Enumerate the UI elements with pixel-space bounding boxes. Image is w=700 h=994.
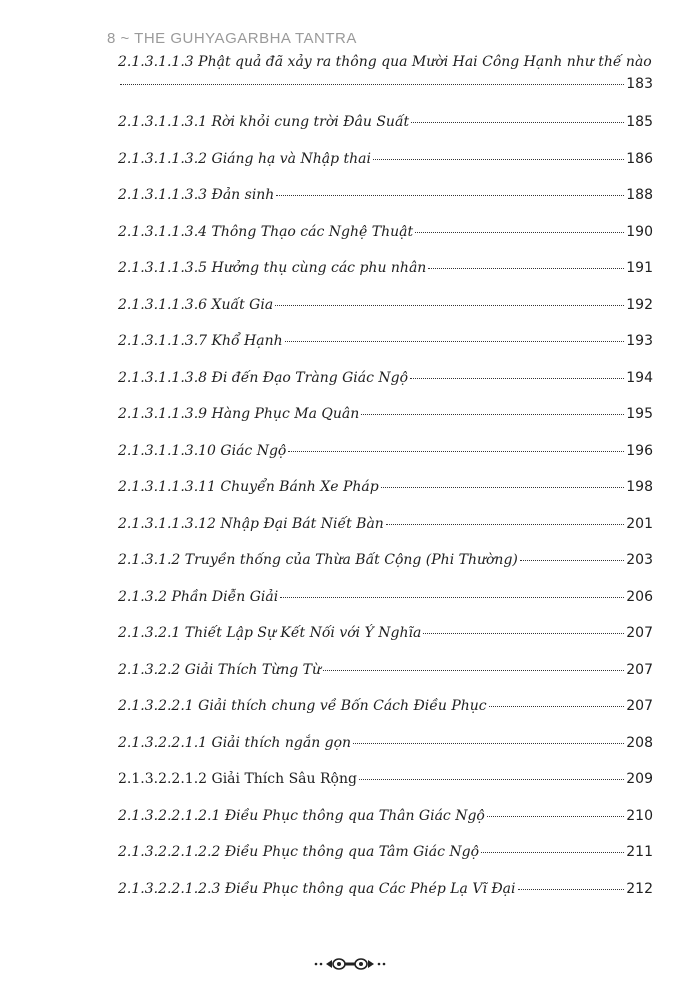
toc-entry: [118, 297, 653, 325]
toc-entry-title: Khổ Hạnh: [211, 333, 283, 349]
toc-entry-number: 2.1.3.1.1.3.5: [118, 260, 208, 276]
toc-entry-number: 2.1.3.2.2.1.2: [118, 771, 208, 787]
toc-entry-page: 208: [626, 734, 653, 751]
dot-leader: [373, 159, 624, 160]
toc-entry-title: Thông Thạo các Nghệ Thuật: [211, 223, 414, 240]
toc-entry: [118, 516, 653, 544]
dot-leader: [428, 268, 624, 269]
toc-entry-title: Giải Thích Từng Từ: [184, 661, 322, 678]
toc-entry-title: Giải Thích Sâu Rộng: [211, 771, 357, 787]
toc-entry-page: 201: [626, 515, 653, 532]
toc-entry-number: 2.1.3.2.2.1.1: [118, 734, 208, 751]
toc-entry-title: Điều Phục thông qua Thân Giác Ngộ: [224, 807, 485, 824]
dot-leader: [487, 816, 624, 817]
toc-entry: [118, 370, 653, 398]
toc-entry-number: 2.1.3.1.1.3.4: [118, 223, 208, 240]
toc-entry: [118, 479, 653, 507]
toc-entry-number: 2.1.3.1.1.3.7: [118, 333, 208, 349]
dot-leader: [489, 706, 625, 707]
dot-leader: [386, 524, 624, 525]
dot-leader: [481, 852, 624, 853]
toc-entry-title: Xuất Gia: [211, 296, 274, 313]
toc-entry-title: Đi đến Đạo Tràng Giác Ngộ: [211, 369, 409, 386]
toc-entry-title: Phật quả đã xảy ra thông qua Mười Hai Công Hạnh như thế nào: [198, 54, 652, 70]
table-of-contents: [118, 54, 653, 917]
toc-entry-number: 2.1.3.2.2.1: [118, 698, 194, 714]
toc-entry: [118, 771, 653, 799]
toc-entry-page: 207: [626, 698, 653, 714]
toc-entry-number: 2.1.3.1.2: [118, 552, 181, 568]
toc-entry: [118, 844, 653, 872]
toc-entry: [118, 662, 653, 690]
toc-entry-number: 2.1.3.1.1.3.8: [118, 369, 208, 386]
toc-entry-title: Truyền thống của Thừa Bất Cộng (Phi Thường): [184, 552, 518, 568]
toc-entry-page: 185: [626, 114, 653, 130]
toc-entry-page: 206: [626, 588, 653, 605]
toc-entry-page: 203: [626, 552, 653, 568]
toc-entry: [118, 187, 653, 215]
toc-entry-number: 2.1.3.1.1.3.11: [118, 479, 216, 495]
toc-entry-number: 2.1.3.2: [118, 588, 167, 605]
toc-entry-number: 2.1.3.1.1.3.6: [118, 296, 208, 313]
toc-entry: [118, 54, 653, 104]
toc-entry-title: Thiết Lập Sự Kết Nối với Ý Nghĩa: [184, 625, 422, 641]
toc-entry: [118, 114, 653, 142]
toc-entry-page: 209: [626, 771, 653, 787]
dot-leader: [288, 451, 624, 452]
dot-leader: [415, 232, 624, 233]
toc-entry-page: 212: [626, 880, 653, 897]
toc-entry-number: 2.1.3.2.2.1.2.1: [118, 807, 221, 824]
toc-entry-page: 188: [626, 187, 653, 203]
toc-entry: [118, 698, 653, 726]
dot-leader: [120, 84, 624, 85]
dot-leader: [280, 597, 624, 598]
toc-entry-number: 2.1.3.2.1: [118, 625, 181, 641]
toc-entry-page: 183: [626, 76, 653, 92]
toc-entry-number: 2.1.3.1.1.3.12: [118, 515, 216, 532]
vajra-ornament-icon: [310, 956, 390, 972]
toc-entry: [118, 151, 653, 179]
dot-leader: [353, 743, 624, 744]
toc-entry: [118, 625, 653, 653]
dot-leader: [323, 670, 624, 671]
toc-entry-number: 2.1.3.1.1.3: [118, 54, 194, 70]
toc-entry-title: Giáng hạ và Nhập thai: [211, 150, 371, 167]
dot-leader: [359, 779, 624, 780]
toc-entry-title: Phần Diễn Giải: [171, 588, 279, 605]
toc-entry-title: Giải thích ngắn gọn: [211, 734, 352, 751]
toc-entry: [118, 735, 653, 763]
toc-entry-title: Hàng Phục Ma Quân: [211, 406, 360, 422]
toc-entry: [118, 881, 653, 909]
dot-leader: [361, 414, 624, 415]
toc-entry-page: 207: [626, 661, 653, 678]
toc-entry-title: Điều Phục thông qua Các Phép Lạ Vĩ Đại: [224, 880, 516, 897]
dot-leader: [275, 305, 624, 306]
dot-leader: [520, 560, 624, 561]
toc-entry-page: 190: [626, 223, 653, 240]
toc-entry-title: Rời khỏi cung trời Đâu Suất: [211, 114, 410, 130]
toc-entry-title: Nhập Đại Bát Niết Bàn: [220, 515, 384, 532]
toc-entry-title: Giải thích chung về Bốn Cách Điều Phục: [198, 698, 487, 714]
toc-entry-number: 2.1.3.1.1.3.2: [118, 150, 208, 167]
toc-entry: [118, 260, 653, 288]
toc-entry-page: 191: [626, 260, 653, 276]
toc-entry: [118, 589, 653, 617]
dot-leader: [423, 633, 624, 634]
toc-entry: [118, 406, 653, 434]
toc-entry-number: 2.1.3.2.2.1.2.2: [118, 844, 221, 860]
toc-entry-page: 186: [626, 150, 653, 167]
running-header: 8 ~ THE GUHYAGARBHA TANTRA: [107, 30, 357, 47]
toc-entry-page: 194: [626, 369, 653, 386]
toc-entry-page: 210: [626, 807, 653, 824]
toc-entry-title: Chuyển Bánh Xe Pháp: [220, 479, 379, 495]
toc-entry: [118, 808, 653, 836]
toc-entry-page: 195: [626, 406, 653, 422]
dot-leader: [411, 122, 624, 123]
toc-entry-title: Hưởng thụ cùng các phu nhân: [211, 260, 427, 276]
toc-entry-page: 207: [626, 625, 653, 641]
toc-entry-number: 2.1.3.2.2: [118, 661, 181, 678]
toc-entry-title: Đản sinh: [211, 187, 275, 203]
toc-entry-page: 192: [626, 296, 653, 313]
toc-entry-page: 198: [626, 479, 653, 495]
toc-entry-title: Giác Ngộ: [220, 442, 287, 459]
toc-entry-page: 193: [626, 333, 653, 349]
toc-entry-page: 211: [626, 844, 653, 860]
toc-entry: [118, 443, 653, 471]
toc-entry-number: 2.1.3.1.1.3.9: [118, 406, 208, 422]
toc-entry: [118, 224, 653, 252]
toc-entry-number: 2.1.3.1.1.3.10: [118, 442, 216, 459]
toc-entry: [118, 333, 653, 361]
toc-entry-page: 196: [626, 442, 653, 459]
toc-entry-number: 2.1.3.2.2.1.2.3: [118, 880, 221, 897]
dot-leader: [285, 341, 625, 342]
toc-entry-number: 2.1.3.1.1.3.1: [118, 114, 208, 130]
dot-leader: [518, 889, 625, 890]
dot-leader: [381, 487, 625, 488]
dot-leader: [410, 378, 624, 379]
toc-entry-title: Điều Phục thông qua Tâm Giác Ngộ: [224, 844, 480, 860]
toc-entry-number: 2.1.3.1.1.3.3: [118, 187, 208, 203]
dot-leader: [276, 195, 624, 196]
toc-entry: [118, 552, 653, 580]
